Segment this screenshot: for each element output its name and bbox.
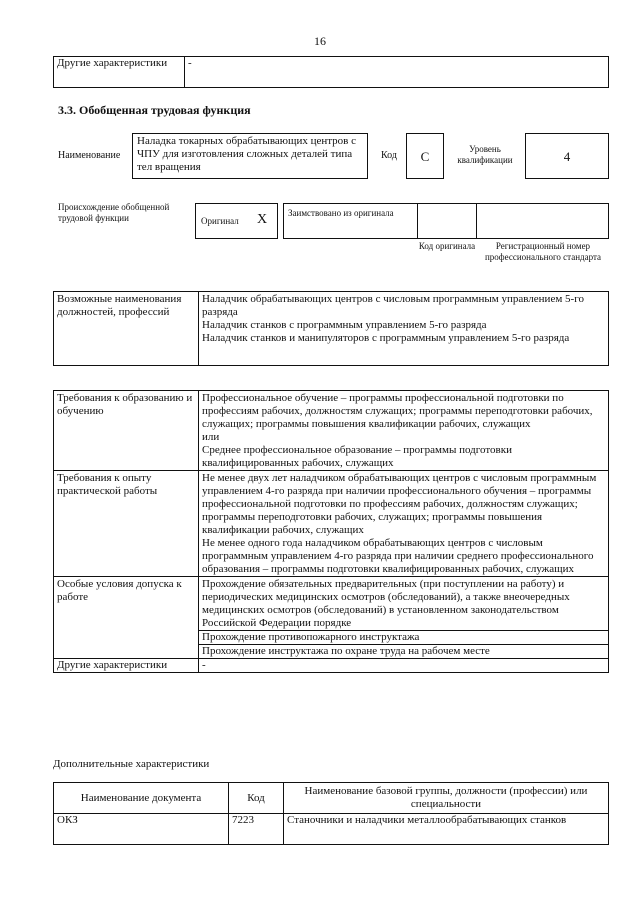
registration-number-caption: Регистрационный номер профессионального стандарта: [484, 241, 602, 262]
table-row: [54, 814, 609, 845]
page-number: 16: [314, 34, 326, 48]
table-row: [54, 57, 609, 88]
condition-item: Прохождение обязательных предварительных (при поступлении на работу) и периодических медицинских осмотров (обследований), а также внеочередных медицинских осмотров (обследований) в установленном законодательством Российской Федерации порядке: [202, 578, 570, 629]
cell-group-name: Станочники и наладчики металлообрабатывающих станков: [284, 814, 609, 845]
top-characteristics-table: [53, 56, 609, 88]
education-item: Среднее профессиональное образование – программы подготовки квалифицированных рабочих, служащих: [202, 444, 512, 469]
condition-item: Прохождение противопожарного инструктажа: [199, 630, 608, 644]
function-name-value: Наладка токарных обрабатывающих центров с ЧПУ для изготовления сложных деталей типа тел вращения: [132, 133, 368, 179]
experience-label: Требования к опыту практической работы: [54, 471, 199, 577]
table-row: [54, 391, 609, 471]
qualification-level-value: 4: [525, 133, 609, 179]
experience-item: Не менее двух лет наладчиком обрабатывающих центров с числовым программным управлением 4-го разряда при наличии профессионального обучения – программы профессиональной подготовки по профессиям рабочих, должностям служащих; программы переподготовки рабочих, служащих; программы повышения квалификации рабочих, служащих: [202, 472, 597, 536]
other-characteristics-value: -: [185, 57, 609, 88]
original-mark: X: [257, 212, 268, 227]
function-name-label: Наименование: [58, 150, 121, 161]
original-code-caption: Код оригинала: [418, 241, 476, 251]
qualification-level-label: Уровень квалификации: [457, 144, 513, 165]
table-row: [54, 577, 609, 659]
table-row: [54, 659, 609, 673]
header-document: Наименование документа: [54, 783, 229, 814]
header-code: Код: [229, 783, 284, 814]
positions-list: [199, 292, 609, 366]
education-item: или: [202, 431, 220, 443]
additional-title: Дополнительные характеристики: [53, 758, 210, 770]
position-item: Наладчик станков с программным управлением 5-го разряда: [202, 319, 487, 331]
position-item: Наладчик обрабатывающих центров с числовым программным управлением 5-го разряда: [202, 293, 584, 318]
section-title: 3.3. Обобщенная трудовая функция: [58, 103, 251, 117]
other-value: -: [199, 659, 609, 673]
conditions-label: Особые условия допуска к работе: [54, 577, 199, 659]
function-code-label: Код: [381, 150, 397, 161]
education-label: Требования к образованию и обучению: [54, 391, 199, 471]
cell-document: ОКЗ: [54, 814, 229, 845]
table-row: [54, 292, 609, 366]
additional-table: [53, 782, 609, 845]
positions-label: Возможные наименования должностей, профессий: [54, 292, 199, 366]
original-label: Оригинал: [201, 216, 239, 226]
experience-content: [199, 471, 609, 577]
header-group-name: Наименование базовой группы, должности (профессии) или специальности: [284, 783, 609, 814]
origin-label: Происхождение обобщенной трудовой функции: [58, 202, 170, 223]
experience-item: Не менее одного года наладчиком обрабатывающих центров с числовым программным управлением 4-го разряда при наличии среднего профессионального образования – программы подготовки квалифицированных рабочих, служащих: [202, 537, 594, 575]
conditions-content: [199, 577, 609, 659]
cell-code: 7223: [229, 814, 284, 845]
original-cell: [195, 203, 278, 239]
education-content: [199, 391, 609, 471]
condition-item: Прохождение инструктажа по охране труда на рабочем месте: [199, 644, 608, 658]
table-row: [54, 471, 609, 577]
table-row: [54, 783, 609, 814]
borrowed-label: Заимствовано из оригинала: [283, 203, 418, 239]
original-code-cell: [417, 203, 477, 239]
function-code-value: C: [406, 133, 444, 179]
requirements-table: [53, 390, 609, 673]
education-item: Профессиональное обучение – программы профессиональной подготовки по профессиям рабочих, должностям служащих; программы переподготовки рабочих, служащих; программы повышения квалификации рабочих, служащих: [202, 392, 593, 430]
position-item: Наладчик станков и манипуляторов с программным управлением 5-го разряда: [202, 332, 570, 344]
other-label: Другие характеристики: [54, 659, 199, 673]
other-characteristics-label: Другие характеристики: [54, 57, 185, 88]
registration-number-cell: [476, 203, 609, 239]
positions-table: [53, 291, 609, 366]
